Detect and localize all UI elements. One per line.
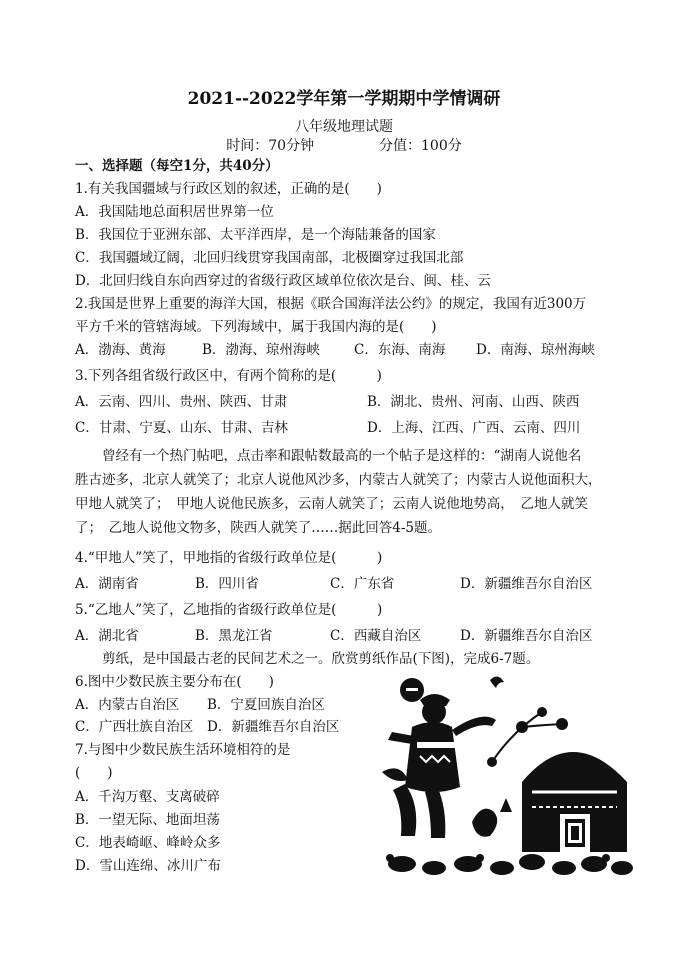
q6-stem: 6.图中少数民族主要分布在( ) xyxy=(75,674,274,690)
q2-stem-line2: 平方千米的管辖海域。下列海域中，属于我国内海的是( ) xyxy=(75,319,437,335)
q5-option-b: B．黑龙江省 xyxy=(195,628,273,644)
q4-option-b: B．四川省 xyxy=(195,576,259,592)
q5-option-c: C．西藏自治区 xyxy=(330,628,422,644)
q3-option-a: A．云南、四川、贵州、陕西、甘肃 xyxy=(75,394,288,410)
q1-option-d: D．北回归线自东向西穿过的省级行政区域单位依次是台、闽、桂、云 xyxy=(75,273,491,289)
q4-stem: 4.“甲地人”笑了，甲地指的省级行政单位是( ) xyxy=(75,550,383,566)
paper-cut-intro: 剪纸，是中国最古老的民间艺术之一。欣赏剪纸作品(下图)，完成6-7题。 xyxy=(102,651,540,667)
q7-option-c: C．地表崎岖、峰岭众多 xyxy=(75,835,221,851)
q2-options xyxy=(75,341,595,359)
q1-option-c: C．我国疆域辽阔，北回归线贯穿我国南部，北极圈穿过我国北部 xyxy=(75,250,464,266)
q3-stem: 3.下列各组省级行政区中，有两个简称的是( ) xyxy=(75,368,382,384)
exam-title: 2021--2022学年第一学期期中学情调研 xyxy=(187,89,501,109)
q5-options xyxy=(75,627,592,645)
q3-options-row1 xyxy=(75,393,579,411)
q6-option-b: B．宁夏回族自治区 xyxy=(207,697,325,713)
q4-options xyxy=(75,575,592,593)
q6-option-a: A．内蒙古自治区 xyxy=(75,697,180,713)
section-heading: 一、选择题（每空1分，共40分） xyxy=(75,158,279,174)
q3-option-b: B．湖北、贵州、河南、山西、陕西 xyxy=(367,394,580,410)
q4-option-d: D．新疆维吾尔自治区 xyxy=(460,576,593,592)
exam-meta xyxy=(0,137,688,155)
passage-line4: 了； 乙地人说他文物多，陕西人就笑了……据此回答4-5题。 xyxy=(75,520,441,536)
passage-line1: 曾经有一个热门帖吧，点击率和跟帖数最高的一个帖子是这样的：“湖南人说他名 xyxy=(102,448,582,464)
q4-option-c: C．广东省 xyxy=(330,576,395,592)
q3-option-c: C．甘肃、宁夏、山东、甘肃、吉林 xyxy=(75,420,288,436)
q4-option-a: A．湖南省 xyxy=(75,576,139,592)
q2-option-a: A．渤海、黄海 xyxy=(75,342,166,358)
time-label: 时间：70分钟 xyxy=(226,138,315,154)
q6-option-c: C．广西壮族自治区 xyxy=(75,719,194,735)
q1-option-b: B．我国位于亚洲东部、太平洋西岸，是一个海陆兼备的国家 xyxy=(75,227,436,243)
q1-option-a: A．我国陆地总面积居世界第一位 xyxy=(75,204,274,220)
passage-line3: 甲地人就笑了； 甲地人说他民族多，云南人就笑了；云南人说他地势高， 乙地人就笑 xyxy=(75,496,588,512)
q5-stem: 5.“乙地人”笑了，乙地指的省级行政单位是( ) xyxy=(75,602,383,618)
q2-option-d: D．南海、琼州海峡 xyxy=(476,342,595,358)
q3-options-row2 xyxy=(75,419,580,437)
q6-options-row1 xyxy=(75,696,325,714)
q5-option-a: A．湖北省 xyxy=(75,628,139,644)
q2-stem-line1: 2.我国是世界上重要的海洋大国，根据《联合国海洋法公约》的规定，我国有近300万 xyxy=(75,296,587,312)
q6-option-d: D．新疆维吾尔自治区 xyxy=(207,719,340,735)
q2-option-b: B．渤海、琼州海峡 xyxy=(202,342,320,358)
q1-stem: 1.有关我国疆域与行政区划的叙述，正确的是( ) xyxy=(75,181,382,197)
q7-stem: 7.与图中少数民族生活环境相符的是 xyxy=(75,742,291,758)
q6-options-row2 xyxy=(75,718,339,736)
q7-answer-blank: ( ) xyxy=(75,765,113,781)
bird-shape xyxy=(490,676,504,688)
score-label: 分值：100分 xyxy=(379,138,462,154)
q3-option-d: D．上海、江西、广西、云南、四川 xyxy=(367,420,581,436)
paper-cut-illustration xyxy=(372,672,642,882)
q5-option-d: D．新疆维吾尔自治区 xyxy=(460,628,593,644)
q7-option-d: D．雪山连绵、冰川广布 xyxy=(75,858,221,874)
yurt-shape xyxy=(522,747,627,852)
q7-option-a: A．千沟万壑、支离破碎 xyxy=(75,789,220,805)
q2-option-c: C．东海、南海 xyxy=(354,342,446,358)
passage-line2: 胜古迹多，北京人就笑了；北京人说他风沙多，内蒙古人就笑了；内蒙古人说他面积大， xyxy=(75,472,602,488)
q7-option-b: B．一望无际、地面坦荡 xyxy=(75,812,220,828)
exam-subtitle: 八年级地理试题 xyxy=(295,119,393,135)
